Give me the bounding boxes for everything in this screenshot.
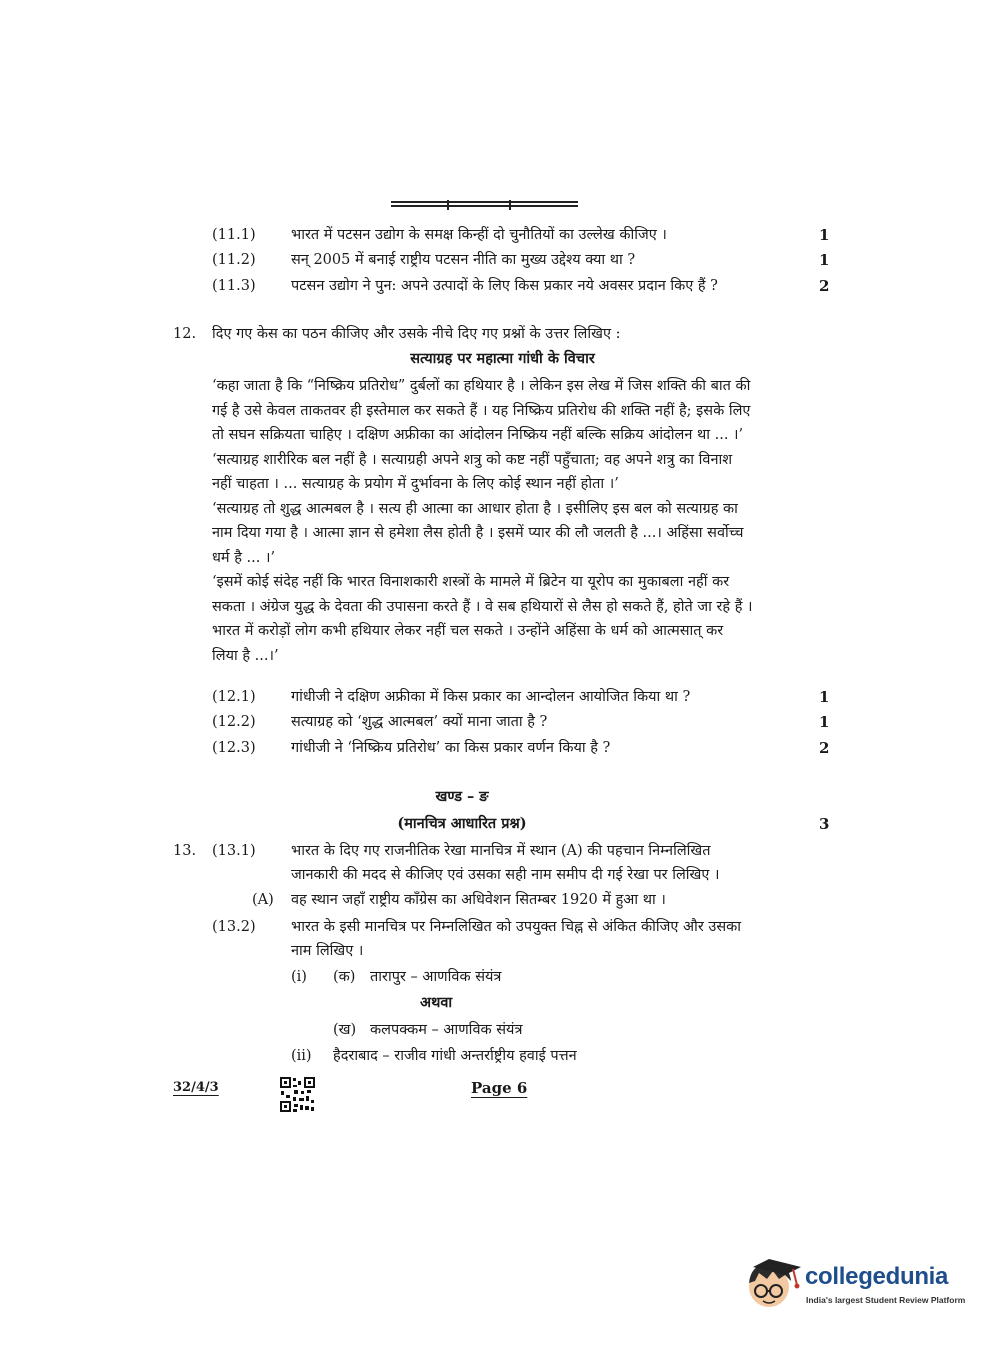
passage-line: लिया है ...।’ — [212, 647, 279, 664]
q12-1-number: (12.1) — [212, 689, 256, 705]
logo-tagline: India's largest Student Review Platform — [806, 1295, 966, 1305]
q13-1-line: जानकारी की मदद से कीजिए एवं उसका सही नाम समीप दी गई रेखा पर लिखिए । — [291, 867, 720, 883]
passage-line: ‘सत्याग्रह तो शुद्ध आत्मबल है । सत्य ही आत्मा का आधार होता है । इसीलिए इस बल को सत्याग्रह का — [212, 500, 738, 517]
q11-3-marks: 2 — [819, 277, 830, 295]
q11-2-text: सन् 2005 में बनाई राष्ट्रीय पटसन नीति का मुख्य उद्देश्य क्या था ? — [291, 252, 636, 268]
q13-1-number: (13.1) — [212, 843, 256, 859]
q11-2-marks: 1 — [819, 251, 830, 269]
q12-3-number: (12.3) — [212, 740, 256, 756]
q13-2-number: (13.2) — [212, 919, 256, 935]
q11-3-number: (11.3) — [212, 278, 256, 294]
passage-line: ‘सत्याग्रह शारीरिक बल नहीं है । सत्याग्रही अपने शत्रु को कष्ट नहीं पहुँचाता; वह अपने शत्रु का विनाश — [212, 451, 733, 468]
q12-number: 12. — [173, 326, 197, 342]
item-ka-text: तारापुर – आणविक संयंत्र — [370, 969, 502, 985]
q13-a-label: (A) — [252, 892, 274, 908]
q11-1-number: (11.1) — [212, 227, 256, 243]
q13-2-line: भारत के इसी मानचित्र पर निम्नलिखित को उपयुक्त चिह्न से अंकित कीजिए और उसका — [291, 919, 742, 935]
item-ii-label: (ii) — [291, 1048, 312, 1064]
case-passage — [212, 374, 793, 668]
q13-a-text: वह स्थान जहाँ राष्ट्रीय काँग्रेस का अधिवेशन सितम्बर 1920 में हुआ था । — [291, 892, 666, 908]
q11-1-marks: 1 — [819, 226, 830, 244]
collegedunia-logo — [745, 1253, 971, 1311]
q13-2-line: नाम लिखिए । — [291, 943, 364, 959]
item-ii-text: हैदराबाद – राजीव गांधी अन्तर्राष्ट्रीय हवाई पत्तन — [333, 1048, 577, 1064]
logo-brand: collegedunia — [805, 1263, 949, 1290]
q12-1-marks: 1 — [819, 688, 830, 706]
item-ka-label: (क) — [333, 969, 356, 985]
item-i-label: (i) — [291, 969, 307, 985]
item-kha-text: कलपक्कम – आणविक संयंत्र — [370, 1022, 523, 1038]
q12-2-text: सत्याग्रह को ‘शुद्ध आत्मबल’ क्यों माना जाता है ? — [291, 714, 548, 730]
header-rule — [391, 201, 578, 207]
passage-line: ‘इसमें कोई संदेह नहीं कि भारत विनाशकारी शस्त्रों के मामले में ब्रिटेन या यूरोप का मुकाबला नहीं कर — [212, 574, 730, 590]
q12-2-marks: 1 — [819, 713, 830, 731]
passage-line: नाम दिया गया है । आत्मा ज्ञान से हमेशा लैस होती है । इसमें प्यार की लौ जलती है ...। अहिंसा सर्वोच्च — [212, 525, 744, 541]
qr-code-icon — [279, 1076, 316, 1113]
q12-2-number: (12.2) — [212, 714, 256, 730]
mascot-icon — [745, 1253, 803, 1311]
passage-line: भारत में करोड़ों लोग कभी हथियार लेकर नहीं चल सकते । उन्होंने अहिंसा के धर्म को आत्मसात् कर — [212, 623, 724, 639]
passage-line: गई है उसे केवल ताकतवर ही इस्तेमाल कर सकते हैं । यह निष्क्रिय प्रतिरोध की शक्ति नहीं है; इसके लिए — [212, 402, 751, 419]
item-kha-label: (ख) — [333, 1022, 357, 1038]
section-marks: 3 — [819, 815, 830, 833]
q12-3-marks: 2 — [819, 739, 830, 757]
page-number: Page 6 — [471, 1079, 528, 1097]
q13-1-line: भारत के दिए गए राजनीतिक रेखा मानचित्र में स्थान (A) की पहचान निम्नलिखित — [291, 843, 711, 859]
passage-line: ‘कहा जाता है कि “निष्क्रिय प्रतिरोध” दुर्बलों का हथियार है । लेकिन इस लेख में जिस शक्ति की बात की — [212, 378, 751, 394]
q13-number: 13. — [173, 843, 197, 859]
passage-line: धर्म है ... ।’ — [212, 549, 276, 566]
athva-label: अथवा — [420, 994, 453, 1011]
passage-line: सकता । अंग्रेज युद्ध के देवता की उपासना करते हैं । वे सब हथियारों से लैस हो सकते हैं, होते जा रहे हैं । — [212, 598, 753, 615]
q12-3-text: गांधीजी ने ‘निष्क्रिय प्रतिरोध’ का किस प्रकार वर्णन किया है ? — [291, 740, 611, 756]
passage-line: तो सघन सक्रियता चाहिए । दक्षिण अफ्रीका का आंदोलन निष्क्रिय नहीं बल्कि सक्रिय आंदोलन था ... ।’ — [212, 427, 744, 443]
q12-1-text: गांधीजी ने दक्षिण अफ्रीका में किस प्रकार का आन्दोलन आयोजित किया था ? — [291, 689, 691, 705]
q11-2-number: (11.2) — [212, 252, 256, 268]
q11-3-text: पटसन उद्योग ने पुन: अपने उत्पादों के लिए किस प्रकार नये अवसर प्रदान किए हैं ? — [291, 278, 718, 294]
paper-code: 32/4/3 — [173, 1080, 219, 1095]
section-subtitle: (मानचित्र आधारित प्रश्न) — [397, 815, 527, 832]
q12-intro: दिए गए केस का पठन कीजिए और उसके नीचे दिए गए प्रश्नों के उत्तर लिखिए : — [212, 326, 621, 342]
q11-1-text: भारत में पटसन उद्योग के समक्ष किन्हीं दो चुनौतियों का उल्लेख कीजिए । — [291, 227, 667, 243]
section-title: खण्ड – ङ — [435, 788, 489, 805]
case-heading: सत्याग्रह पर महात्मा गांधी के विचार — [410, 350, 595, 367]
passage-line: नहीं चाहता । ... सत्याग्रह के प्रयोग में दुर्भावना के लिए कोई स्थान नहीं होता ।’ — [212, 476, 619, 492]
